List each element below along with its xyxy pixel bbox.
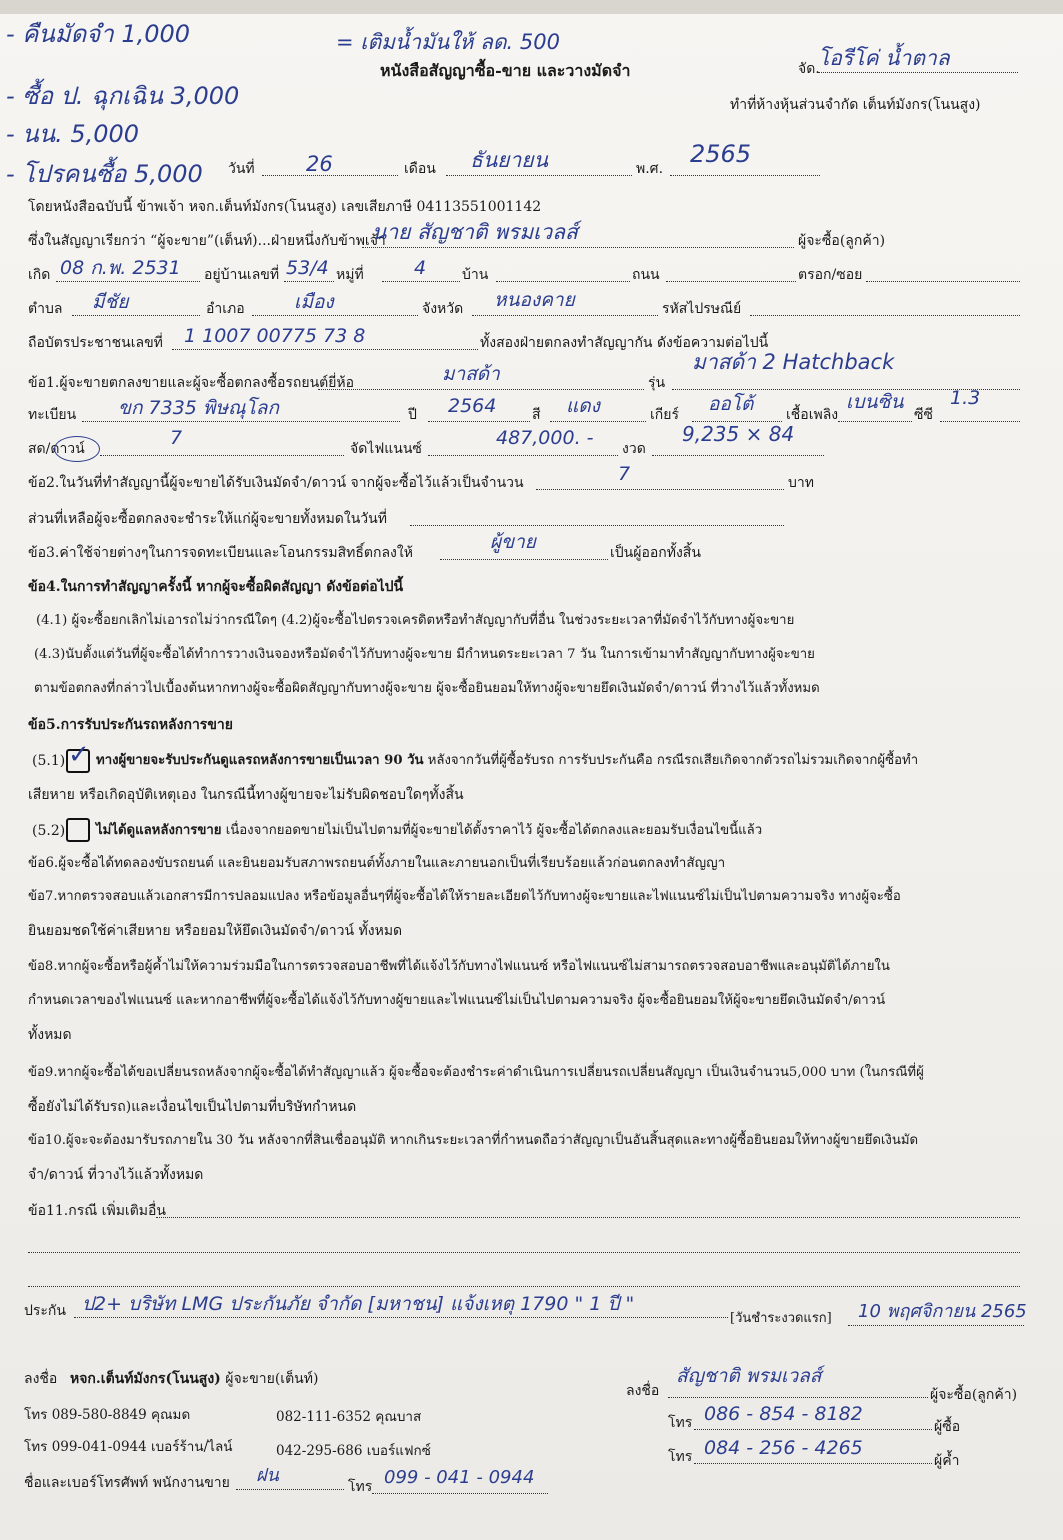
buyer-name-line <box>362 247 794 248</box>
payer-value: ผู้ขาย <box>490 531 536 553</box>
insurance-label: ประกัน <box>24 1303 66 1319</box>
clause5-1-bold: ทางผู้ขายจะรับประกันดูแลรถหลังการขายเป็นเวลา 90 วัน <box>96 753 424 768</box>
car-model: มาสด้า 2 Hatchback <box>692 350 895 374</box>
road-line <box>666 281 796 282</box>
date-day: 26 <box>306 152 333 176</box>
model-label: รุ่น <box>648 375 666 391</box>
clause7b: ยินยอมชดใช้ค่าเสียหาย หรือยอมให้ยึดเงินมัดจำ/ดาวน์ ทั้งหมด <box>28 923 403 939</box>
road-label: ถนน <box>632 267 660 283</box>
cc-label: ซีซี <box>914 407 934 423</box>
born-line <box>56 281 200 282</box>
buyer-name: นาย สัญชาติ พรมเวลส์ <box>372 220 578 244</box>
clause11: ข้อ11.กรณี เพิ่มเติมอื่น <box>28 1203 167 1219</box>
clause4-1: (4.1) ผู้จะซื้อยกเลิกไม่เอารถไม่ว่ากรณีใดๆ (4.2)ผู้จะซื้อไปตรวจเครดิตหรือทำสัญญากับที่อื่น ในช่วงระยะเวลาที่มัดจำไว้กับทางผู้จะขาย <box>36 613 795 628</box>
deposit-value: 7 <box>618 463 631 485</box>
seller-sign-label: ลงชื่อ <box>24 1371 58 1387</box>
soi-label: ตรอก/ซอย <box>798 267 863 283</box>
color-label: สี <box>532 407 541 423</box>
plate-label: ทะเบียน <box>28 407 77 423</box>
car-cc: 1.3 <box>950 387 981 409</box>
brand-line <box>318 389 644 390</box>
seller-name: หจก.เต็นท์มังกร(โนนสูง) <box>70 1371 221 1387</box>
clause10b: จำ/ดาวน์ ที่วางไว้แล้วทั้งหมด <box>28 1167 204 1183</box>
seller-role: ผู้จะขาย(เต็นท์) <box>220 1371 319 1387</box>
place-label: ทำที่ <box>730 97 757 113</box>
install-label: งวด <box>622 441 646 457</box>
soi-line <box>866 281 1020 282</box>
clause8c: ทั้งหมด <box>28 1027 72 1043</box>
clause5-1-text <box>96 752 918 770</box>
born-label: เกิด <box>28 267 51 283</box>
car-brand: มาสด้า <box>442 363 500 385</box>
clause9b: ซื้อยังไม่ได้รับรถ)และเงื่อนไขเป็นไปตามที่บริษัทกำหนด <box>28 1099 357 1115</box>
moo-value: 4 <box>414 257 427 279</box>
clause9: ข้อ9.หากผู้จะซื้อได้ขอเปลี่ยนรถหลังจากผู้จะซื้อได้ทำสัญญาแล้ว ผู้จะซื้อจะต้องชำระค่าดำเนินการเปลี่ยนรถเปลี่ยนสัญญา เป็นเงินจำนวน5,000 บาท (ในกรณีที่ผู้ <box>28 1065 924 1080</box>
clause4-3: (4.3)นับตั้งแต่วันที่ผู้จะซื้อได้ทำการวางเงินจองหรือมัดจำไว้กับทางผู้จะขาย มีกำหนดระยะเวลา 7 วัน ในการเข้ามาทำสัญญากับทางผู้จะขาย <box>34 647 815 662</box>
place-value: ห้างหุ้นส่วนจำกัด เต็นท์มังกร(โนนสูง) <box>756 97 981 113</box>
amphoe-label: อำเภอ <box>206 301 245 317</box>
house-label: อยู่บ้านเลขที่ <box>204 267 280 283</box>
car-color: แดง <box>566 395 600 417</box>
clause5-1-rest: หลังจากวันที่ผู้ซื้อรับรถ การรับประกันคือ กรณีรถเสียเกิดจากตัวรถไม่รวมเกิดจากผู้ซื้อทำ <box>423 753 919 768</box>
phone-2: 082-111-6352 คุณบาส <box>276 1409 422 1425</box>
install-line <box>652 455 824 456</box>
buyer-tel-role: ผู้ซื้อ <box>934 1419 961 1435</box>
postcode-line <box>750 315 1020 316</box>
date-label: วันที่ <box>228 161 255 177</box>
insurance-due-label: [วันชำระงวดแรก] <box>730 1311 832 1326</box>
document-title: หนังสือสัญญาซื้อ-ขาย และวางมัดจำ <box>380 61 631 80</box>
clause5-1-no: (5.1) <box>32 753 66 769</box>
clause3-tail: เป็นผู้ออกทั้งสิ้น <box>610 545 701 561</box>
color-line <box>550 421 646 422</box>
clause5-2-text <box>96 822 762 840</box>
branch-label: จัด. <box>798 61 820 77</box>
staff-tel-label: โทร <box>348 1479 373 1495</box>
car-gear: ออโต้ <box>708 393 754 415</box>
clause11-line2 <box>28 1252 1020 1253</box>
guarantor-tel-label: โทร <box>668 1449 693 1465</box>
staff-tel-line <box>372 1493 548 1494</box>
guarantor-tel: 084 - 256 - 4265 <box>704 1437 863 1459</box>
buyer-sign-role: ผู้จะซื้อ(ลูกค้า) <box>930 1387 1018 1403</box>
buyer-signature: สัญชาติ พรมเวลส์ <box>676 1365 822 1387</box>
clause5-2-bold: ไม่ได้ดูแลหลังการขาย <box>96 823 222 838</box>
insurance-due-line <box>848 1325 1024 1326</box>
buyer-sign-label: ลงชื่อ <box>626 1383 660 1399</box>
buyer-tel-line <box>694 1429 932 1430</box>
clause8b: กำหนดเวลาของไฟแนนซ์ และหากอาชีพที่ผู้จะซื้อได้แจ้งไว้กับทางผู้ขายและไฟแนนซ์ไม่เป็นไปตามความจริง ผู้จะซื้อยินยอมให้ผู้จะขายยึดเงินมัดจำ/ดาวน์ <box>28 993 886 1008</box>
check-icon: ✓ <box>68 740 90 770</box>
date-month: ธันยายน <box>470 148 548 172</box>
date-year: 2565 <box>690 140 752 168</box>
moo-line <box>382 281 460 282</box>
staff-tel: 099 - 041 - 0944 <box>384 1467 535 1488</box>
down-line <box>100 455 344 456</box>
gear-label: เกียร์ <box>650 407 679 423</box>
seller-sign-text <box>70 1370 318 1388</box>
moo-label: หมู่ที่ <box>336 267 364 283</box>
idcard-line <box>172 349 478 350</box>
province-value: หนองคาย <box>494 289 575 311</box>
guarantor-role: ผู้ค้ำ <box>934 1453 960 1469</box>
buyer-tel-label: โทร <box>668 1415 693 1431</box>
insurance-line <box>74 1317 728 1318</box>
note-emergency: - ซื้อ ป. ฉุกเฉิน 3,000 <box>6 82 240 110</box>
amphoe-value: เมือง <box>294 291 334 313</box>
amphoe-line <box>252 315 418 316</box>
tambon-line <box>72 315 200 316</box>
finance-label: จัดไฟแนนซ์ <box>350 441 422 457</box>
finance-value: 487,000. - <box>496 427 594 449</box>
note-nn: - นน. 5,000 <box>6 120 140 148</box>
buyer-dob: 08 ก.พ. 2531 <box>60 257 181 279</box>
clause5-heading: ข้อ5.การรับประกันรถหลังการขาย <box>28 717 233 733</box>
buyer-sign-line <box>668 1397 928 1398</box>
note-promo: - โปรคนซื้อ 5,000 <box>6 160 203 188</box>
buyer-role-label: ผู้จะซื้อ(ลูกค้า) <box>798 233 886 249</box>
clause5-2-rest: เนื่องจากยอดขายไม่เป็นไปตามที่ผู้จะขายได้ตั้งราคาไว้ ผู้จะซื้อได้ตกลงและยอมรับเงื่อนไขนี้แล้ว <box>221 823 763 838</box>
clause7: ข้อ7.หากตรวจสอบแล้วเอกสารมีการปลอมแปลง หรือข้อมูลอื่นๆที่ผู้จะซื้อได้ให้รายละเอียดไว้กับทางผู้จะขายและไฟแนนซ์ไม่เป็นไปตามความจริง ทางผู้จะซื้อ <box>28 889 901 904</box>
guarantor-tel-line <box>694 1463 932 1464</box>
clause4-3b: ตามข้อตกลงที่กล่าวไปเบื้องต้นหากทางผู้จะซื้อผิดสัญญากับทางผู้จะขาย ผู้จะซื้อยินยอมให้ทางผู้จะขายยึดเงินมัดจำ/ดาวน์ ที่วางไว้แล้วทั้งหมด <box>34 681 820 696</box>
phone-4: 042-295-686 เบอร์แฟกซ์ <box>276 1443 431 1459</box>
clause5-1b: เสียหาย หรือเกิดอุบัติเหตุเอง ในกรณีนี้ทางผู้ขายจะไม่รับผิดชอบใดๆทั้งสิ้น <box>28 787 464 803</box>
payer-line <box>440 559 608 560</box>
staff-label: ชื่อและเบอร์โทรศัพท์ พนักงานขาย <box>24 1475 230 1491</box>
month-line <box>446 175 632 176</box>
finance-line <box>428 455 618 456</box>
clause10: ข้อ10.ผู้จะจะต้องมารับรถภายใน 30 วัน หลังจากที่สินเชื่ออนุมัติ หากเกินระยะเวลาที่กำหนดถือว่าสัญญาเป็นอันสิ้นสุดและทางผู้ซื้อยินยอมให้ทางผู้ขายยึดเงินมัด <box>28 1133 919 1148</box>
staff-name: ฝน <box>256 1465 279 1486</box>
plate-line <box>82 421 400 422</box>
village-label: บ้าน <box>462 267 489 283</box>
year-line <box>670 175 820 176</box>
remain-line <box>410 525 784 526</box>
buyer-intro: ซึ่งในสัญญาเรียกว่า “ผู้จะขาย”(เต็นท์)...ฝ่ายหนึ่งกับข้าพเจ้า <box>28 233 386 249</box>
note-refund-deposit: - คืนมัดจำ 1,000 <box>6 20 191 48</box>
buyer-tel: 086 - 854 - 8182 <box>704 1403 863 1425</box>
down-label: สด/ดาวน์ <box>28 441 85 457</box>
clause11-line3 <box>28 1286 1020 1287</box>
clause6: ข้อ6.ผู้จะซื้อได้ทดลองขับรถยนต์ และยินยอมรับสภาพรถยนต์ทั้งภายในและภายนอกเป็นที่เรียบร้อยแล้วก่อนตกลงทำสัญญา <box>28 855 726 871</box>
year-label: พ.ศ. <box>636 161 664 177</box>
house-line <box>284 281 334 282</box>
phone-1: โทร 089-580-8849 คุณมด <box>24 1407 191 1423</box>
down-circle <box>54 436 100 462</box>
idcard-value: 1 1007 00775 73 8 <box>184 325 366 347</box>
postcode-label: รหัสไปรษณีย์ <box>662 301 742 317</box>
village-line <box>496 281 630 282</box>
tambon-label: ตำบล <box>28 301 63 317</box>
top-edge <box>0 0 1063 14</box>
month-label: เดือน <box>404 161 436 177</box>
car-year: 2564 <box>448 395 497 417</box>
phone-3: โทร 099-041-0944 เบอร์ร้าน/ไลน์ <box>24 1439 233 1455</box>
deposit-line <box>536 489 784 490</box>
fuel-line <box>838 421 912 422</box>
province-line <box>472 315 658 316</box>
down-value: 7 <box>170 427 183 449</box>
intro-text: โดยหนังสือฉบับนี้ ข้าพเจ้า หจก.เต็นท์มังกร(โนนสูง) เลขเสียภาษี 04113551001142 <box>28 199 542 215</box>
insurance-due: 10 พฤศจิกายน 2565 <box>858 1301 1027 1322</box>
branch-name: โอรีโค่ น้ำตาล <box>818 46 950 70</box>
fuel-label: เชื้อเพลิง <box>786 407 839 423</box>
idcard-tail: ทั้งสองฝ่ายตกลงทำสัญญากัน ดังข้อความต่อไปนี้ <box>480 335 769 351</box>
clause5-2-no: (5.2) <box>32 823 66 839</box>
idcard-label: ถือบัตรประชาชนเลขที่ <box>28 335 163 351</box>
house-no: 53/4 <box>286 257 329 279</box>
clause11-line1 <box>156 1217 1020 1218</box>
no-warranty-checkbox[interactable] <box>66 818 90 842</box>
clause2-text: ข้อ2.ในวันที่ทำสัญญานี้ผู้จะขายได้รับเงินมัดจำ/ดาวน์ จากผู้จะซื้อไว้แล้วเป็นจำนวน <box>28 475 524 491</box>
province-label: จังหวัด <box>422 301 464 317</box>
clause3-text: ข้อ3.ค่าใช้จ่ายต่างๆในการจดทะเบียนและโอนกรรมสิทธิ์ตกลงให้ <box>28 545 413 561</box>
branch-line <box>818 72 1018 73</box>
cc-line <box>940 421 1020 422</box>
car-plate: ขก 7335 พิษณุโลก <box>118 397 279 419</box>
clause1-label: ข้อ1.ผู้จะขายตกลงขายและผู้จะซื้อตกลงซื้อรถยนต์ยี่ห้อ <box>28 375 355 391</box>
note-fuel-discount: = เติมน้ำมันให้ ลด. 500 <box>336 30 560 54</box>
baht-label: บาท <box>788 475 814 491</box>
install-value: 9,235 × 84 <box>682 422 795 446</box>
clause4-heading: ข้อ4.ในการทำสัญญาครั้งนี้ หากผู้จะซื้อผิดสัญญา ดังข้อต่อไปนี้ <box>28 579 404 595</box>
caryear-line <box>428 421 530 422</box>
car-fuel: เบนซิน <box>846 391 904 413</box>
clause8: ข้อ8.หากผู้จะซื้อหรือผู้ค้ำไม่ให้ความร่วมมือในการตรวจสอบอาชีพที่ได้แจ้งไว้กับทางไฟแนนซ์ หรือไฟแนนซ์ไม่สามารถตรวจสอบอาชีพและอนุมัติได้ภายใน <box>28 959 890 974</box>
staff-line <box>236 1489 344 1490</box>
remain-text: ส่วนที่เหลือผู้จะซื้อตกลงจะชำระให้แก่ผู้จะขายทั้งหมดในวันที่ <box>28 511 387 527</box>
tambon-value: มีชัย <box>92 291 129 313</box>
year-car-label: ปี <box>408 407 417 423</box>
insurance-value: ป2+ บริษัท LMG ประกันภัย จำกัด [มหาชน] แจ้งเหตุ 1790 " 1 ปี " <box>82 1293 635 1315</box>
